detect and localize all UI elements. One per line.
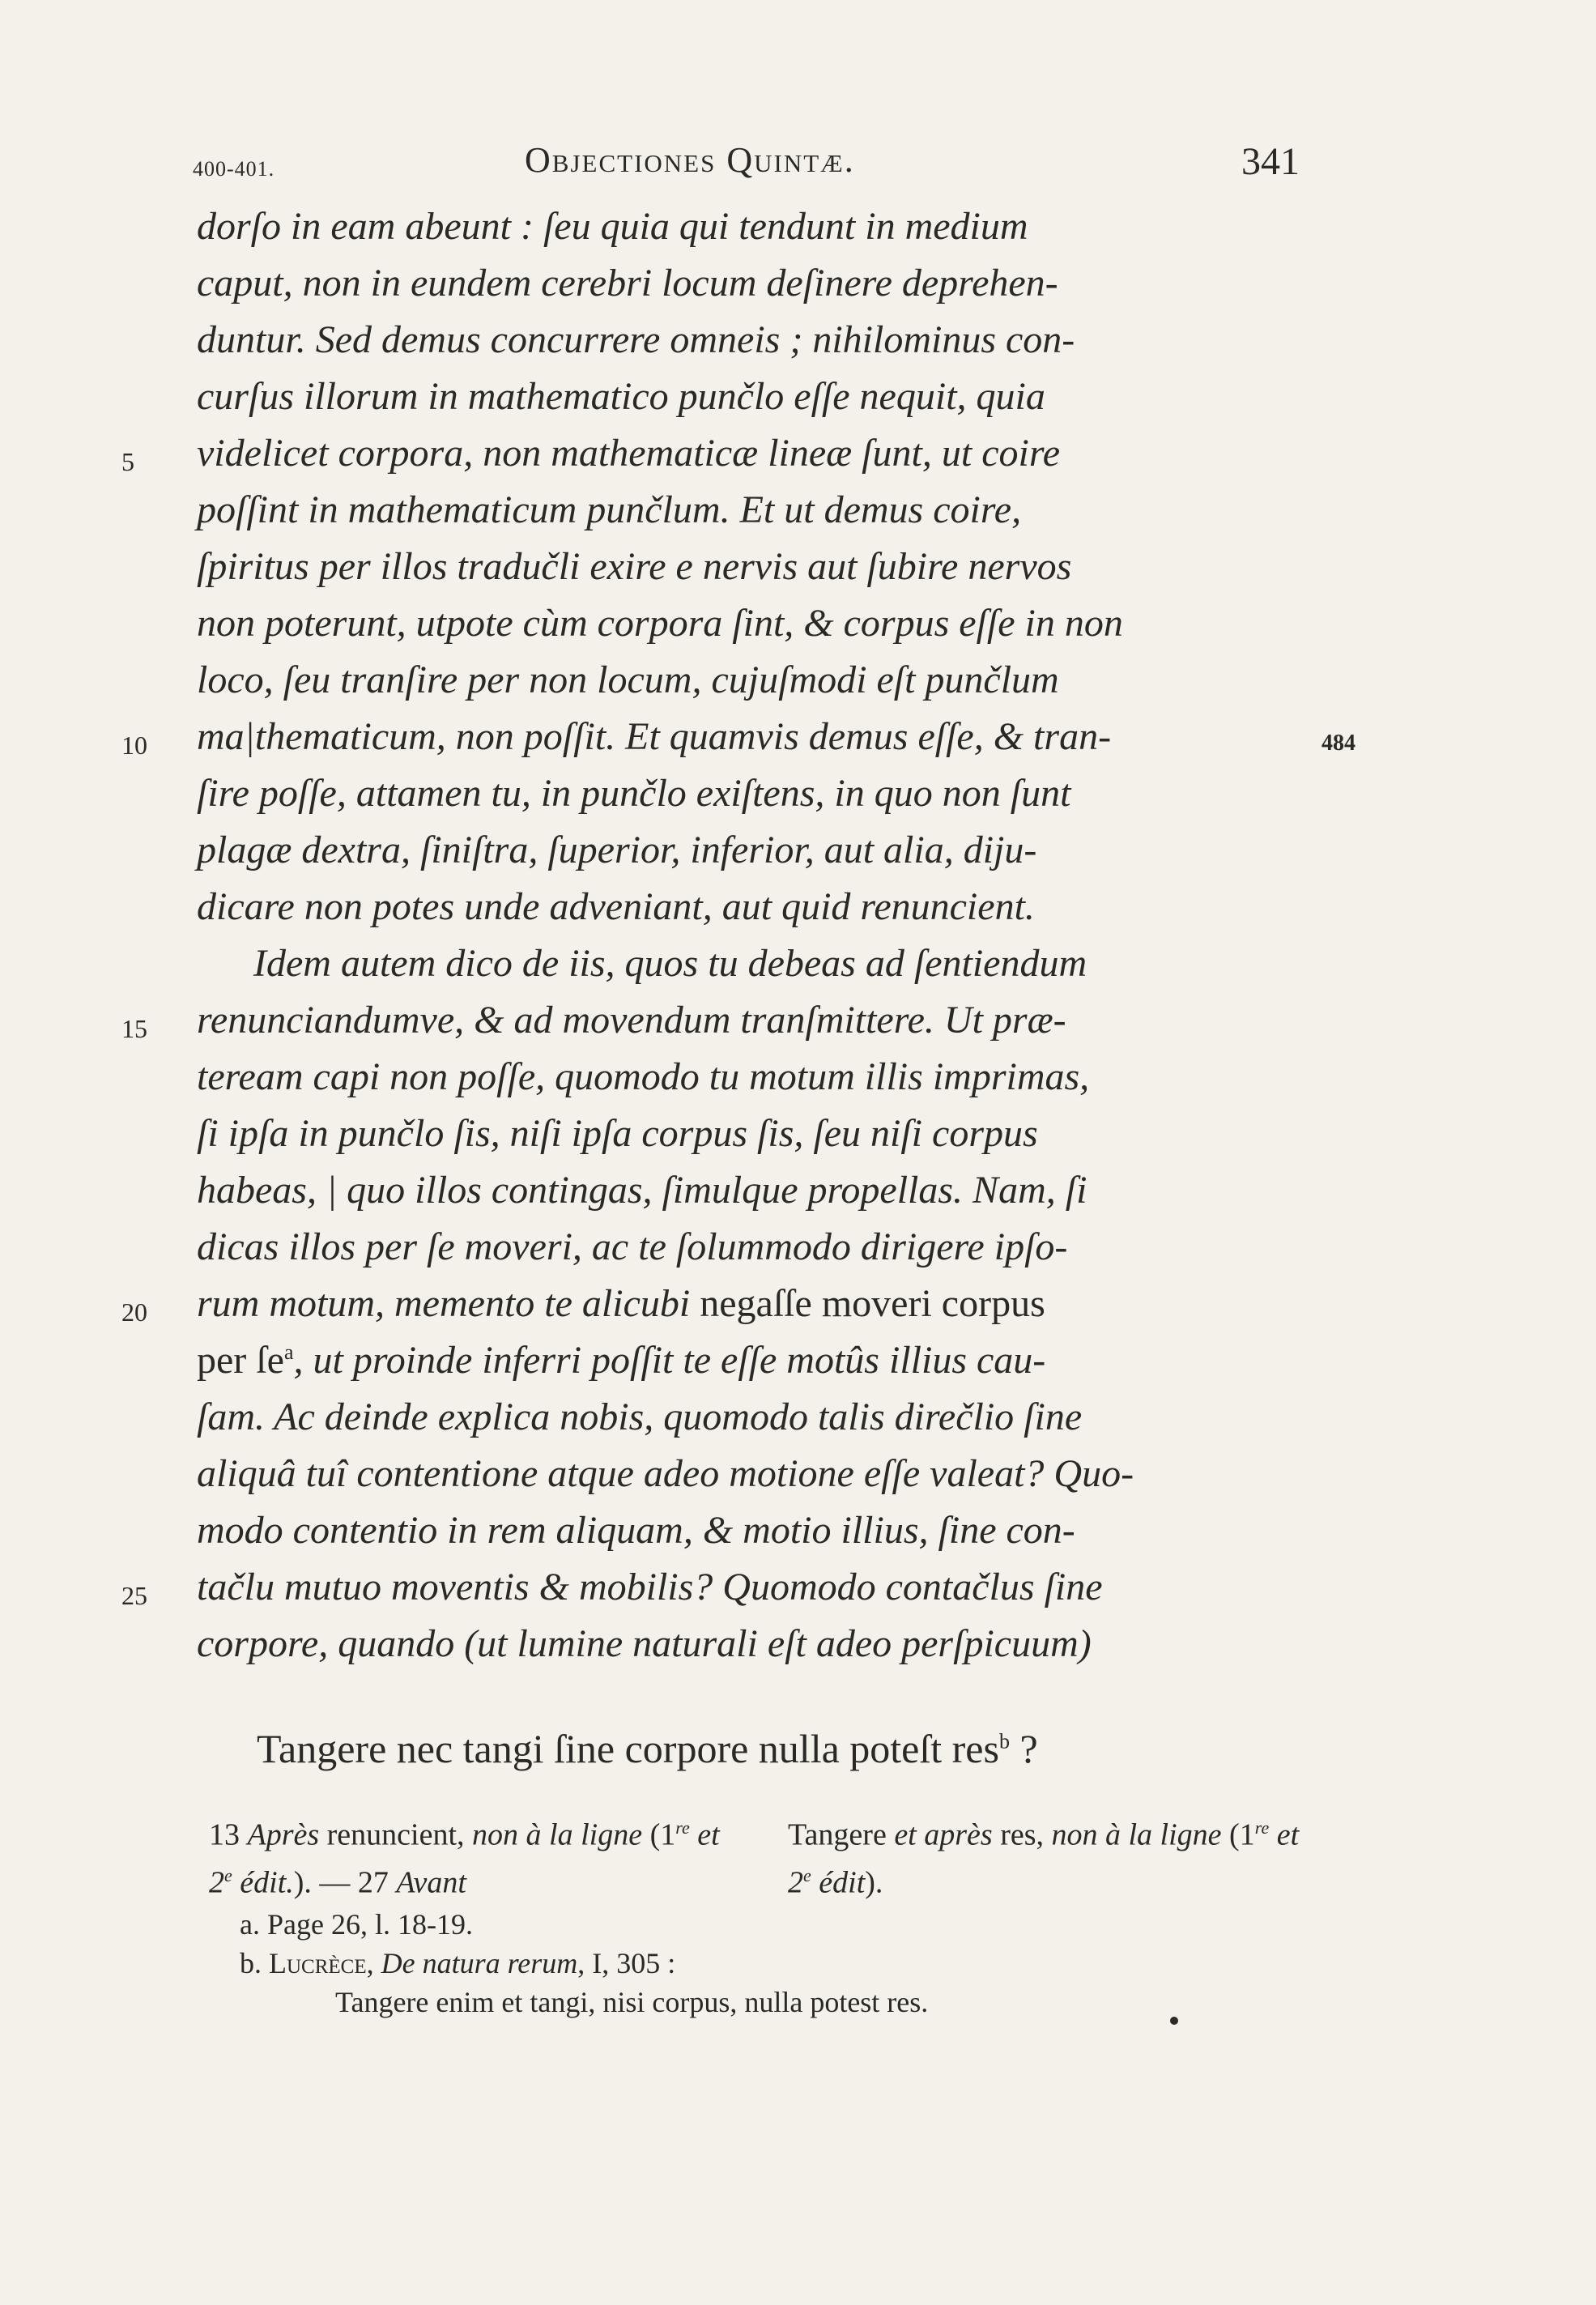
text-line: corpore, quando (ut lumine naturali eſt adeo perſpicuum) (197, 1622, 1092, 1665)
text-line: teream capi non poſſe, quomodo tu motum illis imprimas, (197, 1055, 1090, 1098)
verse-quote: Tangere nec tangi ſine corpore nulla poteſt res$^b$ ? (257, 1726, 1038, 1771)
text-line: non poterunt, utpote cùm corpora ſint, & corpus eſſe in non (197, 602, 1123, 645)
line-number: 5 (121, 447, 134, 476)
line-number: 25 (121, 1581, 147, 1610)
text-line: habeas, | quo illos contingas, ſimulque propellas. Nam, ſi (197, 1169, 1087, 1212)
footnote-mark: a (283, 1340, 294, 1364)
text-line: tačlu mutuo moventis & mobilis? Quomodo contačlus ſine (197, 1566, 1103, 1608)
line-number: 10 (121, 731, 147, 760)
ink-dot (1170, 2017, 1178, 2025)
text-line: per $ſe^a$, ut proinde inferri poſſit te eſſe motûs illius cau- (197, 1339, 1046, 1382)
page-reference: 400-401. (193, 157, 275, 181)
variant-left: 13 Après renuncient, non à la ligne (1re et 2e édit.). — 27 Avant (209, 1817, 720, 1900)
text-line: renunciandumve, & ad movendum tranſmittere. Ut præ- (197, 999, 1066, 1042)
page-header (0, 139, 1596, 188)
footnote-a: a. Page 26, l. 18-19. (240, 1908, 473, 1941)
footnote-b: b. Lucrèce, De natura rerum, I, 305 : (240, 1947, 676, 1979)
text-line: Idem autem dico de iis, quos tu debeas ad ſentiendum (253, 942, 1087, 985)
text-line: caput, non in eundem cerebri locum deſinere deprehen- (197, 262, 1058, 305)
text-line: dicas illos per ſe moveri, ac te ſolummodo dirigere ipſo- (197, 1225, 1068, 1268)
text-line: aliquâ tuî contentione atque adeo motione eſſe valeat? Quo- (197, 1452, 1134, 1495)
running-title: Objectiones Quintæ. (525, 140, 855, 180)
text-line: dorſo in eam abeunt : ſeu quia qui tendunt in medium (197, 205, 1028, 248)
text-line: modo contentio in rem aliquam, & motio illius, ſine con- (197, 1509, 1075, 1552)
page-number: 341 (1241, 140, 1300, 183)
line-number: 15 (121, 1014, 147, 1043)
text-line: duntur. Sed demus concurrere omneis ; nihilominus con- (197, 318, 1075, 361)
text-line: videlicet corpora, non mathematicæ lineæ ſunt, ut coire (197, 432, 1061, 475)
text-line: ſam. Ac deinde explica nobis, quomodo talis direčlio ſine (197, 1395, 1083, 1438)
text-line: ma|thematicum, non poſſit. Et quamvis demus eſſe, & tran- (197, 715, 1112, 758)
text-line: plagæ dextra, ſiniſtra, ſuperior, inferior, aut alia, diju- (197, 829, 1037, 871)
line-number: 20 (121, 1297, 147, 1327)
footnote-b-quote: Tangere enim et tangi, nisi corpus, nulla potest res. (335, 1986, 929, 2018)
text-line: rum motum, memento te alicubi negaſſe moveri corpus (197, 1282, 1045, 1325)
text-line: ſire poſſe, attamen tu, in punčlo exiſtens, in quo non ſunt (197, 772, 1071, 815)
footnote-mark: b (998, 1729, 1010, 1753)
variant-right: Tangere et après res, non à la ligne (1re et 2e édit). (788, 1817, 1300, 1900)
text-line: loco, ſeu tranſire per non locum, cujuſmodi eſt punčlum (197, 658, 1059, 701)
text-line: ſi ipſa in punčlo ſis, niſi ipſa corpus ſis, ſeu niſi corpus (197, 1112, 1038, 1155)
margin-reference: 484 (1321, 731, 1356, 756)
text-line: curſus illorum in mathematico punčlo eſſe nequit, quia (197, 375, 1045, 418)
text-line: poſſint in mathematicum punčlum. Et ut demus coire, (197, 488, 1022, 531)
text-line: dicare non potes unde adveniant, aut quid renuncient. (197, 885, 1035, 928)
text-line: ſpiritus per illos tradučli exire e nervis aut ſubire nervos (197, 545, 1072, 588)
